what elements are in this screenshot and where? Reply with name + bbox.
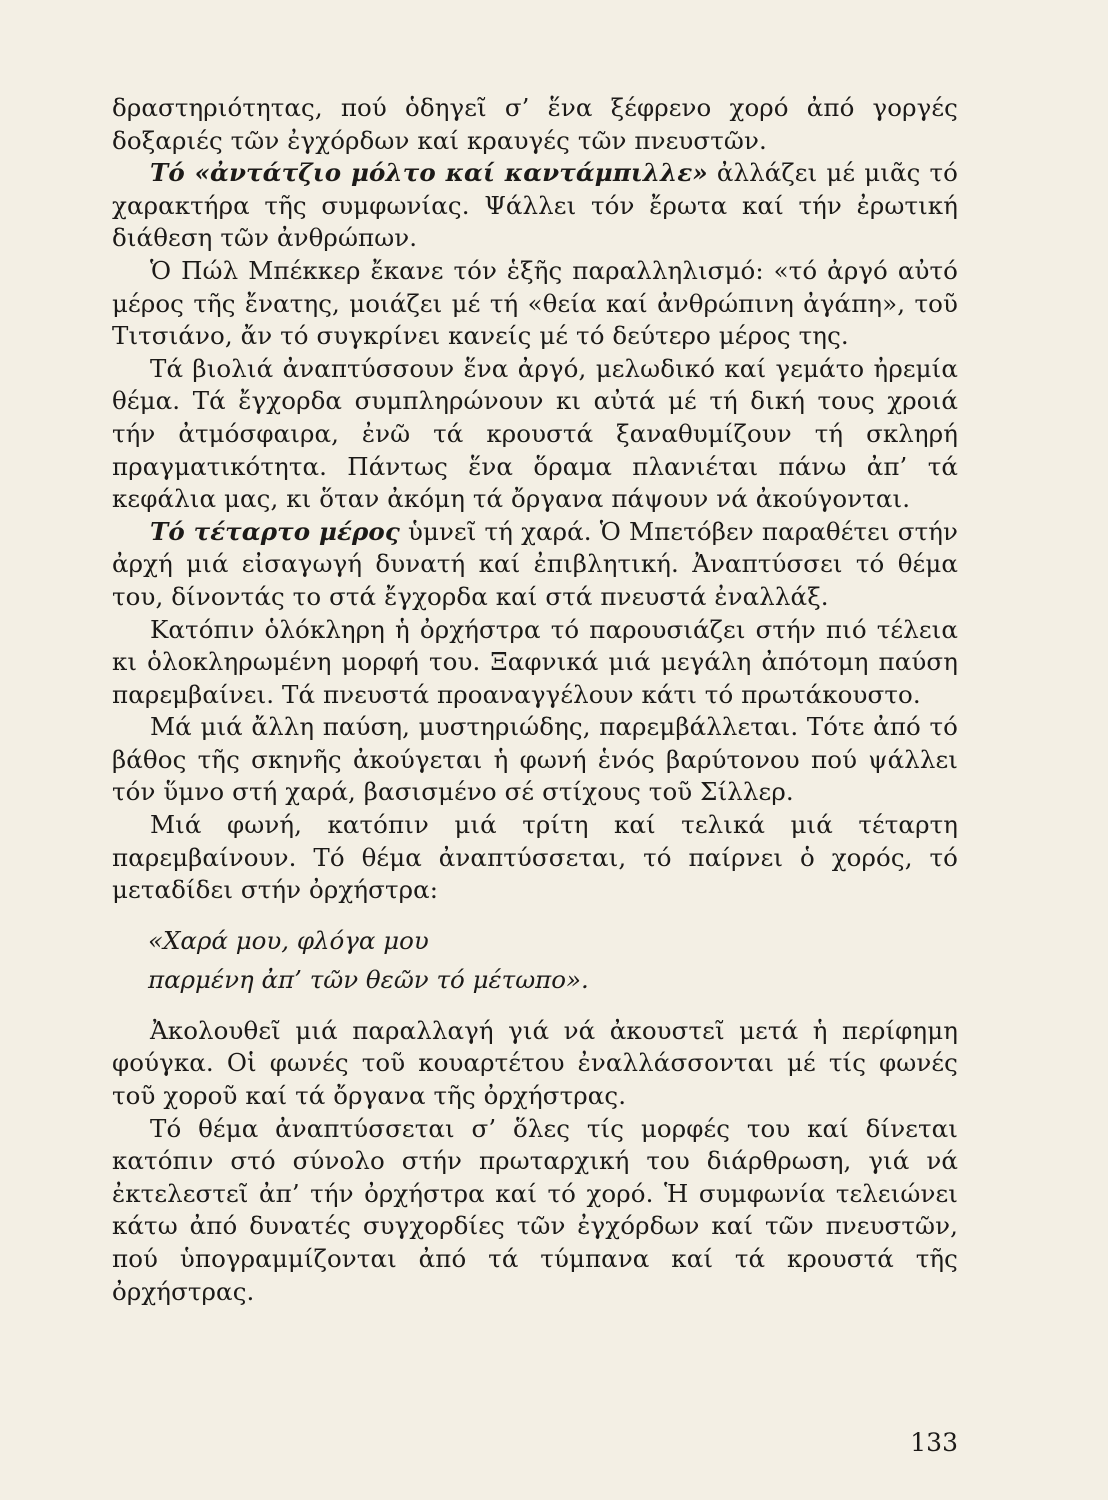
paragraph-text: Κατόπιν ὁλόκληρη ἡ ὀρχήστρα τό παρουσιάζει στήν πιό τέλεια κι ὁλοκληρωμένη μορφή του. Ξαφνικά μιά μεγάλη ἀπότομη παύση παρεμβαίνει. Τά πνευστά προαναγγέλουν κάτι τό πρωτάκουστο. — [112, 614, 958, 709]
paragraph-fourth-movement — [112, 516, 958, 614]
section-lead-andante: Τό «ἀντάτζιο μόλτο καί καντάμπιλλε» — [150, 158, 708, 188]
section-lead-fourth: Τό τέταρτο μέρος — [150, 516, 400, 546]
paragraph-pause — [112, 711, 958, 809]
paragraph-finale — [112, 1113, 958, 1309]
paragraph-text: ὑμνεῖ τή χαρά. Ὁ Μπετόβεν παραθέτει στήν ἀρχή μιά εἰσαγωγή δυνατή καί ἐπιβλητική. Ἀναπτύσσει τό θέμα του, δίνοντάς το στά ἔγχορδα καί στά πνευστά ἐναλλάξ. — [112, 516, 958, 611]
verse-quote — [148, 923, 958, 997]
paragraph-text: Τά βιολιά ἀναπτύσσουν ἕνα ἀργό, μελωδικό καί γεμάτο ἠρεμία θέμα. Τά ἔγχορδα συμπληρώνουν κι αὐτά μέ τή δική τους χροιά τήν ἀτμόσφαιρα, ἐνῶ τά κρουστά ξαναθυμίζουν τή σκληρή πραγματικότητα. Πάντως ἕνα ὅραμα πλανιέται πάνω ἀπ’ τά κεφάλια μας, κι ὅταν ἀκόμη τά ὄργανα πάψουν νά ἀκούγονται. — [112, 353, 958, 514]
paragraph-continuation — [112, 92, 958, 157]
paragraph-orchestra — [112, 614, 958, 712]
paragraph-text: Μιά φωνή, κατόπιν μιά τρίτη καί τελικά μιά τέταρτη παρεμβαίνουν. Τό θέμα ἀναπτύσσεται, τό παίρνει ὁ χορός, τό μεταδίδει στήν ὀρχήστρα: — [112, 810, 958, 905]
paragraph-text: δραστηριότητας, πού ὁδηγεῖ σ’ ἕνα ξέφρενο χορό ἀπό γοργές δοξαριές τῶν ἐγχόρδων καί κραυγές τῶν πνευστῶν. — [112, 93, 958, 155]
paragraph-bekker — [112, 255, 958, 353]
paragraph-text: Μά μιά ἄλλη παύση, μυστηριώδης, παρεμβάλλεται. Τότε ἀπό τό βάθος τῆς σκηνῆς ἀκούγεται ἡ φωνή ἑνός βαρύτονου πού ψάλλει τόν ὕμνο στή χαρά, βασισμένο σέ στίχους τοῦ Σίλλερ. — [112, 712, 958, 807]
paragraph-text: ἀλλάζει μέ μιᾶς τό χαρακτήρα τῆς συμφωνίας. Ψάλλει τόν ἔρωτα καί τήν ἐρωτική διάθεση τῶν ἀνθρώπων. — [112, 158, 958, 253]
paragraph-andante — [112, 157, 958, 255]
paragraph-violins — [112, 353, 958, 516]
paragraph-fugue — [112, 1015, 958, 1113]
verse-line: παρμένη ἀπ’ τῶν θεῶν τό μέτωπο». — [148, 964, 589, 994]
verse-line: «Χαρά μου, φλόγα μου — [148, 925, 429, 955]
paragraph-text: Τό θέμα ἀναπτύσσεται σ’ ὅλες τίς μορφές του καί δίνεται κατόπιν στό σύνολο στήν πρωταρχική του διάρθρωση, γιά νά ἐκτελεστεῖ ἀπ’ τήν ὀρχήστρα καί τό χορό. Ἡ συμφωνία τελειώνει κάτω ἀπό δυνατές συγχορδίες τῶν ἐγχόρδων καί τῶν πνευστῶν, πού ὑπογραμμίζονται ἀπό τά τύμπανα καί τά κρουστά τῆς ὀρχήστρας. — [112, 1113, 958, 1306]
page-number: 133 — [910, 1428, 958, 1457]
paragraph-text: Ἀκολουθεῖ μιά παραλλαγή γιά νά ἀκουστεῖ μετά ἡ περίφημη φούγκα. Οἱ φωνές τοῦ κουαρτέτου ἐναλλάσσονται μέ τίς φωνές τοῦ χοροῦ καί τά ὄργανα τῆς ὀρχήστρας. — [112, 1015, 958, 1111]
paragraph-voices — [112, 809, 958, 907]
paragraph-text: Ὁ Πώλ Μπέκκερ ἔκανε τόν ἑξῆς παραλληλισμό: «τό ἀργό αὐτό μέρος τῆς ἔνατης, μοιάζει μέ τή «θεία καί ἀνθρώπινη ἀγάπη», τοῦ Τιτσιάνο, ἄν τό συγκρίνει κανείς μέ τό δεύτερο μέρος της. — [112, 255, 958, 351]
